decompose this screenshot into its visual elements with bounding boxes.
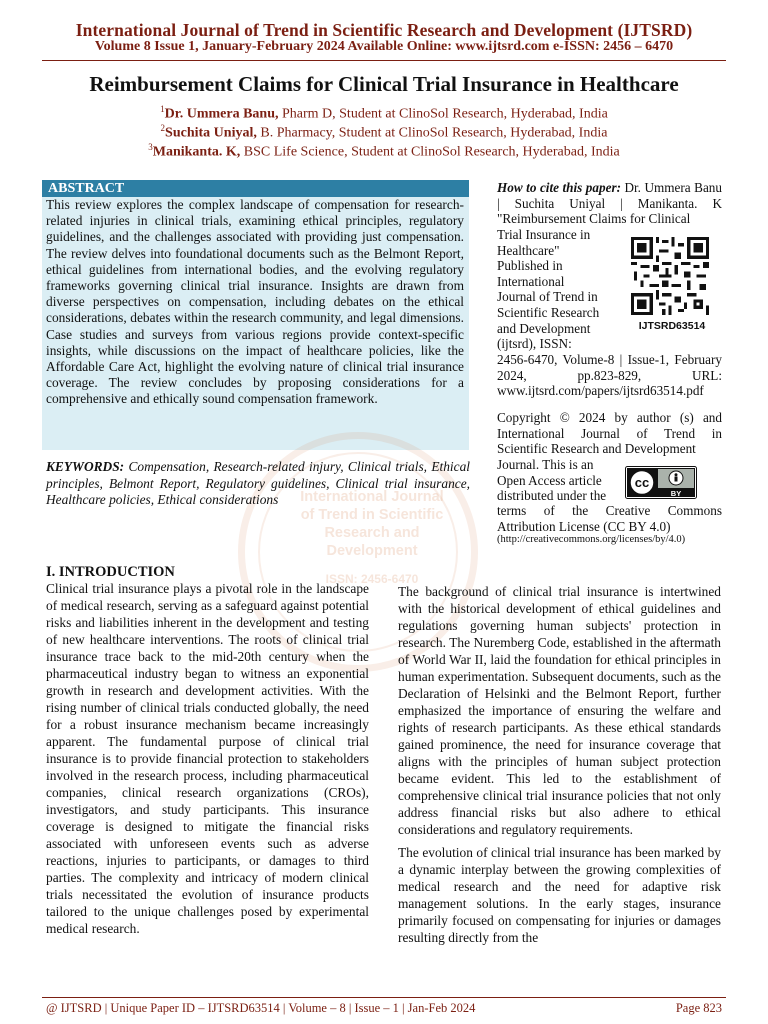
copyright-line: Journal. This is an	[497, 457, 594, 472]
author-sup: 1	[160, 104, 165, 114]
author-sup: 2	[160, 123, 166, 133]
intro-right-column	[398, 583, 721, 952]
abstract-heading: ABSTRACT	[42, 180, 469, 197]
license-url[interactable]: (http://creativecommons.org/licenses/by/4.0)	[497, 534, 686, 545]
author-affiliation: B. Pharmacy, Student at ClinoSol Research, Hyderabad, India	[256, 125, 608, 141]
watermark-line: Research and	[324, 525, 420, 541]
citation-label: How to cite this paper:	[497, 180, 621, 195]
copyright-line: Open Access article	[497, 472, 602, 488]
abstract-text: This review explores the complex landscape of compensation for research-related injuries in clinical trials, examining ethical principles, regulatory guidelines, and the challenges associated with providing just compensation. The review delves into foundational documents such as the Belmont Report, ethical guidelines from international bodies, and the evolving regulatory frameworks governing clinical trial insurance. Insights are drawn from diverse perspectives on compensation, including debates on the ethical considerations, debates within the research community, and legal dimensions. Case studies and surveys from various regions provide context-specific insights, while discussions on the impact of healthcare policies, like the Affordable Care Act, highlight the evolving nature of clinical trial insurance coverage. The review concludes by proposing considerations for a comprehensive and ethically sound compensation framework.	[46, 197, 464, 407]
copyright-narrow-block	[497, 457, 624, 504]
keywords	[46, 459, 470, 509]
author-line-3	[0, 142, 768, 161]
citation-line: Healthcare"	[497, 242, 560, 258]
citation-line: Journal of Trend in	[497, 289, 598, 305]
author-name: Suchita Uniyal,	[165, 125, 257, 141]
intro-paragraph: The evolution of clinical trial insurance has been marked by a dynamic interplay between the growing complexities of medical research and the need for adaptive risk management solutions. In the early stages, insurance primarily focused on compensating for injuries or damages resulting directly from the	[398, 845, 721, 945]
citation-line: International	[497, 273, 565, 289]
journal-subtitle: Volume 8 Issue 1, January-February 2024 Available Online: www.ijtsrd.com e-ISSN: 2456 – 6470	[94, 39, 674, 54]
citation-line: Published in	[497, 258, 563, 274]
copyright-line: distributed under the	[497, 488, 607, 504]
keywords-text: Compensation, Research-related injury, Clinical trials, Ethical principles, Belmont Report, Regulatory guidelines, Clinical trial insurance, Healthcare policies, Ethical considerations	[46, 459, 470, 507]
citation-line: (ijtsrd), ISSN:	[497, 336, 572, 352]
header-divider	[42, 60, 726, 61]
author-sup: 3	[148, 142, 153, 152]
intro-left-column: Clinical trial insurance plays a pivotal role in the landscape of medical research, serving as a safeguard against potential risks and liabilities inherent in the development and testing of new healthcare interventions. The roots of clinical trial insurance trace back to the mid-20th century when the pharmaceutical industry began to witness an exponential growth in research and development activities. With the rising number of clinical trials conducted globally, the need for a robust insurance mechanism became increasingly apparent. The fundamental purpose of clinical trial insurance is to provide financial protection to stakeholders involved in the research process, including pharmaceutical companies, clinical research organizations (CROs), investigators, and study participants. This insurance coverage is designed to mitigate the financial risks associated with unforeseen events such as adverse reactions, injuries to participants, or damages to third parties. The complexity and intricacy of modern clinical trials necessitated the evolution of insurance products tailored to the unique challenges posed by experimental medical research.	[46, 581, 369, 936]
keywords-label: KEYWORDS:	[46, 459, 125, 474]
footer-info: @ IJTSRD | Unique Paper ID – IJTSRD63514 | Volume – 8 | Issue – 1 | Jan-Feb 2024	[46, 1001, 476, 1015]
citation-line: Scientific Research	[497, 304, 600, 320]
author-line-2	[0, 123, 768, 142]
citation-block	[497, 180, 722, 227]
watermark-line: International Journal	[300, 489, 444, 505]
watermark-line: Development	[326, 543, 418, 559]
citation-tail: 2456-6470, Volume-8 | Issue-1, February 2024, pp.823-829, URL: www.ijtsrd.com/papers/ijtsrd63514.pdf	[497, 352, 722, 399]
cc-badge-by: BY	[670, 489, 682, 498]
watermark-issn: ISSN: 2456-6470	[325, 572, 419, 586]
watermark-line: of Trend in Scientific	[300, 507, 444, 523]
footer-divider	[42, 997, 726, 998]
journal-title: International Journal of Trend in Scientific Research and Development (IJTSRD)	[75, 20, 693, 40]
qr-paper-id: IJTSRD63514	[638, 320, 706, 332]
page-footer	[46, 1001, 722, 1016]
citation-narrow-block	[497, 227, 624, 352]
cc-by-license-icon	[625, 466, 697, 499]
cc-badge-cc: cc	[634, 475, 650, 490]
qr-code-icon	[631, 237, 709, 315]
author-affiliation: BSC Life Science, Student at ClinoSol Research, Hyderabad, India	[240, 144, 620, 160]
citation-line: and Development	[497, 320, 591, 336]
author-name: Manikanta. K,	[152, 144, 241, 160]
copyright-text: Copyright © 2024 by author (s) and International Journal of Trend in Scientific Research and Development	[497, 410, 722, 457]
author-name: Dr. Ummera Banu,	[164, 106, 279, 122]
author-affiliation: Pharm D, Student at ClinoSol Research, Hyderabad, India	[278, 106, 608, 122]
section-heading: I. INTRODUCTION	[46, 564, 175, 580]
author-line-1	[0, 104, 768, 123]
paper-title: Reimbursement Claims for Clinical Trial Insurance in Healthcare	[89, 72, 679, 96]
copyright-tail: terms of the Creative Commons Attribution License (CC BY 4.0)	[497, 503, 722, 534]
citation-line: Trial Insurance in	[497, 227, 591, 242]
citation-text: Dr. Ummera Banu | Suchita Uniyal | Manikanta. K "Reimbursement Claims for Clinical	[497, 180, 722, 227]
page-number: Page 823	[675, 1001, 722, 1015]
intro-paragraph: The background of clinical trial insurance is intertwined with the historical development of ethical guidelines and regulations governing human subjects' protection in research. The Nuremberg Code, established in the aftermath of World War II, laid the foundation for ethical principles in human experimentation. Subsequent documents, such as the Declaration of Helsinki and the Belmont Report, further emphasized the importance of ensuring the welfare and rights of research participants. As these ethical standards gained prominence, the need for insurance coverage that aligns with the principles of human subject protection became evident. This led to the establishment of comprehensive clinical trial insurance policies that not only address financial risks but also adhere to ethical considerations and regulatory requirements.	[398, 584, 721, 837]
